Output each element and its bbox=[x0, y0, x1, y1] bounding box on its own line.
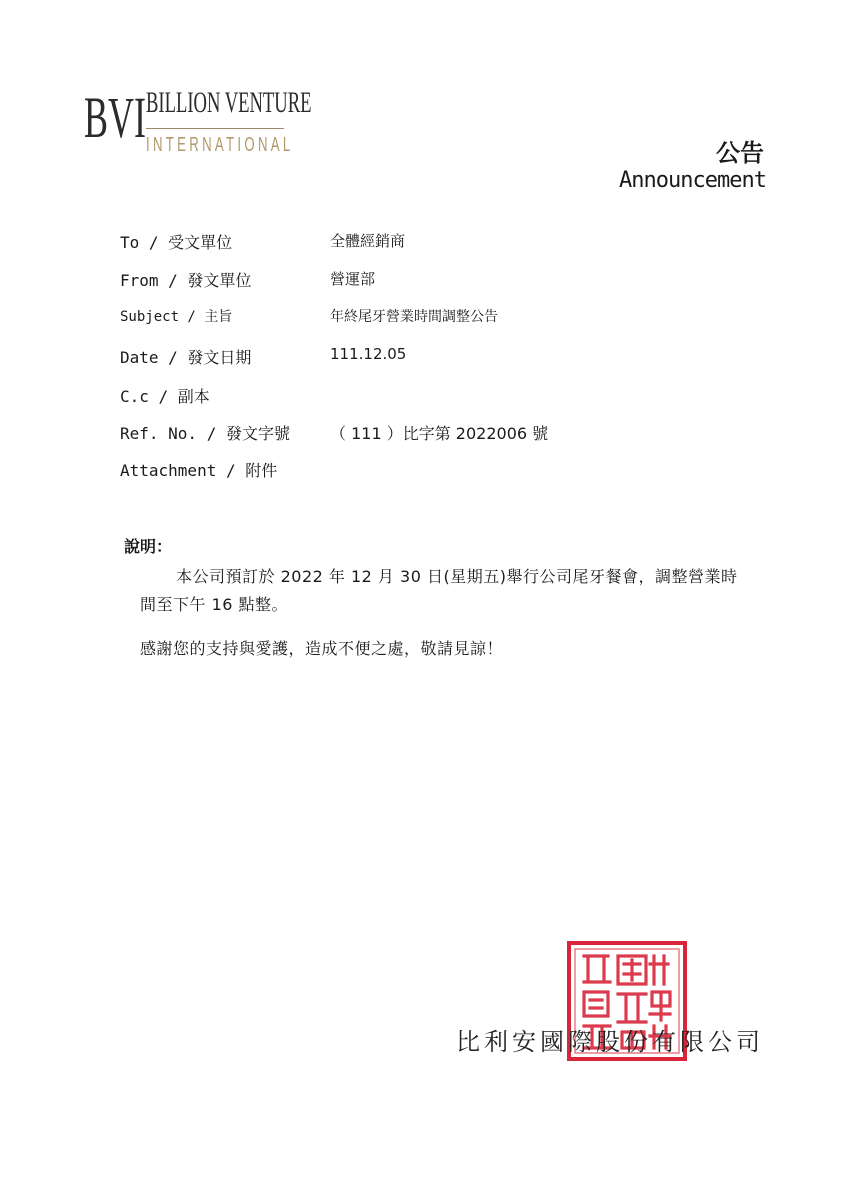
company-name-signature: 比利安國際股份有限公司 bbox=[456, 1028, 764, 1056]
field-label: C.c / 副本 bbox=[120, 387, 210, 406]
field-label: Subject / 主旨 bbox=[120, 309, 233, 325]
logo-name-line1: BILLION VENTURE bbox=[146, 86, 312, 119]
description-paragraph-1: 本公司預訂於 2022 年 12 月 30 日(星期五)舉行公司尾牙餐會，調整營業時間至下午 16 點整。 bbox=[140, 567, 738, 614]
document-title-en: Announcement bbox=[619, 168, 766, 193]
description-heading: 說明： bbox=[124, 537, 173, 556]
field-value: 111.12.05 bbox=[330, 345, 407, 363]
document-title-zh: 公告 bbox=[716, 139, 764, 167]
logo-name-line2: INTERNATIONAL bbox=[146, 134, 294, 156]
company-logo bbox=[84, 84, 312, 160]
field-label: From / 發文單位 bbox=[120, 271, 252, 290]
field-value: 營運部 bbox=[330, 270, 376, 288]
field-label: Attachment / 附件 bbox=[120, 461, 278, 480]
description-paragraph-2: 感謝您的支持與愛護，造成不便之處，敬請見諒！ bbox=[140, 639, 504, 658]
field-label: Ref. No. / 發文字號 bbox=[120, 424, 290, 443]
field-value: 全體經銷商 bbox=[330, 232, 406, 250]
logo-mark: BVI bbox=[84, 85, 146, 150]
logo-divider bbox=[146, 128, 284, 129]
field-label: Date / 發文日期 bbox=[120, 348, 252, 367]
field-value: 年終尾牙營業時間調整公告 bbox=[330, 309, 498, 325]
field-value: （ 111 ）比字第 2022006 號 bbox=[330, 424, 549, 443]
field-label: To / 受文單位 bbox=[120, 233, 233, 252]
